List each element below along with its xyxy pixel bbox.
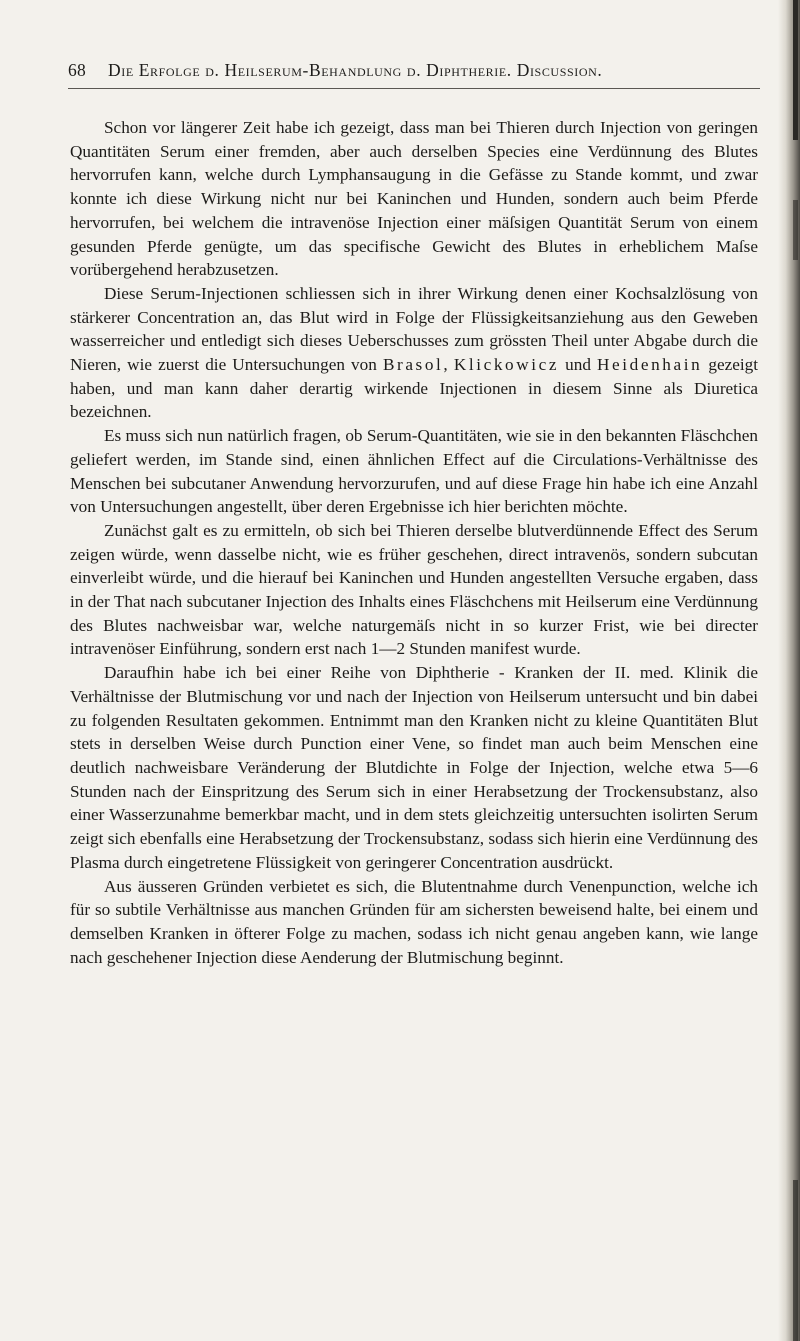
separator-2: und (559, 355, 598, 375)
paragraph-3: Es muss sich nun natürlich fragen, ob Serum-Quantitäten, wie sie in den bekannten Fläschchen geliefert werden, im Stande sind, einen ähnlichen Effect auf die Circulations-Verhältnisse des Menschen bei subcutaner Anwendung hervorzurufen, und auf diese Frage hin habe ich eine Anzahl von Untersuchungen angestellt, über deren Ergebnisse ich hier berichten möchte. (70, 426, 758, 517)
paragraph-2-text-b: gezeigt haben, und man kann daher derartig wirkende Injectionen in diesem Sinne als Diuretica bezeichnen. (70, 355, 759, 422)
paragraph-2-text-a: Diese Serum-Injectionen schliessen sich in ihrer Wirkung denen einer Kochsalzlösung von stärkerer Concentration an, das Blut wird in Folge der Flüssigkeitsanziehung aus den Geweben wasserreicher und entledigt sich dieses Ueberschusses zum grössten Theil unter Abgabe durch die Nieren, wie zuerst die Untersuchungen von (70, 283, 758, 375)
author-name-klickowicz: Klickowicz (453, 355, 560, 375)
page-binding-edge (778, 0, 800, 1341)
paragraph-6: Aus äusseren Gründen verbietet es sich, die Blutentnahme durch Venenpunction, welche ich für so subtile Verhältnisse aus manchen Gründen für am sichersten beweisend halte, bei einem und demselben Kranken in öfterer Folge zu machen, sodass ich nicht genau angeben kann, wie lange nach geschehener Injection diese Aenderung der Blutmischung beginnt. (70, 876, 758, 967)
edge-mark (793, 1180, 798, 1341)
separator-1: , (443, 355, 454, 375)
author-name-brasol: Brasol (382, 355, 444, 375)
paragraph-1: Schon vor längerer Zeit habe ich gezeigt, dass man bei Thieren durch Injection von geringen Quantitäten Serum einer fremden, aber auch derselben Species eine Verdünnung des Blutes hervorrufen kann, welche durch Lymphansaugung in die Gefässe zu Stande kommt, und zwar konnte ich diese Wirkung nicht nur bei Kaninchen und Hunden, sondern auch beim Pferde hervorrufen, bei welchem die intravenöse Injection einer mäſsigen Quantität Serum von einem gesunden Pferde genügte, um das specifische Gewicht des Blutes in erheblichem Maſse vorübergehend herabzusetzen. (70, 118, 758, 280)
paragraph-5: Daraufhin habe ich bei einer Reihe von Diphtherie - Kranken der II. med. Klinik die Verhältnisse der Blutmischung vor und nach der Injection von Heilserum untersucht und bin dabei zu folgenden Resultaten gekommen. Entnimmt man den Kranken nicht zu kleine Quantitäten Blut stets in derselben Weise durch Punction einer Vene, so findet man auch beim Menschen eine deutlich nachweisbare Veränderung der Blutdichte in Folge der Injection, welche etwa 5—6 Stunden nach der Einspritzung des Serum sich in einer Herabsetzung der Trockensubstanz, also einer Wasserzunahme bemerkbar macht, und in dem stets gleichzeitig untersuchten isolirten Serum zeigt sich ebenfalls eine Herabsetzung der Trockensubstanz, sodass sich hierin eine Verdünnung des Plasma durch eingetretene Flüssigkeit von geringerer Concentration ausdrückt. (70, 663, 758, 872)
header-rule (68, 88, 760, 89)
paragraph-2 (70, 282, 758, 424)
edge-mark (793, 0, 798, 140)
page-number: 68 (68, 60, 86, 80)
author-name-heidenhain: Heidenhain (597, 355, 703, 375)
running-head (68, 60, 758, 90)
paragraph-4: Zunächst galt es zu ermitteln, ob sich bei Thieren derselbe blutverdünnende Effect des Serum zeigen würde, wenn dasselbe nicht, wie es früher geschehen, direct intravenös, sondern subcutan einverleibt würde, und die hierauf bei Kaninchen und Hunden angestellten Versuche ergaben, dass in der That nach subcutaner Injection des Inhalts eines Fläschchens mit Heilserum eine Verdünnung des Blutes nachweisbar war, welche naturgemäſs nicht in so kurzer Frist, wie bei directer intravenöser Einführung, sondern erst nach 1—2 Stunden manifest wurde. (70, 520, 758, 659)
body-text (70, 116, 758, 969)
edge-mark (793, 200, 798, 260)
running-title: Die Erfolge d. Heilserum-Behandlung d. Diphtherie. Discussion. (108, 60, 603, 80)
